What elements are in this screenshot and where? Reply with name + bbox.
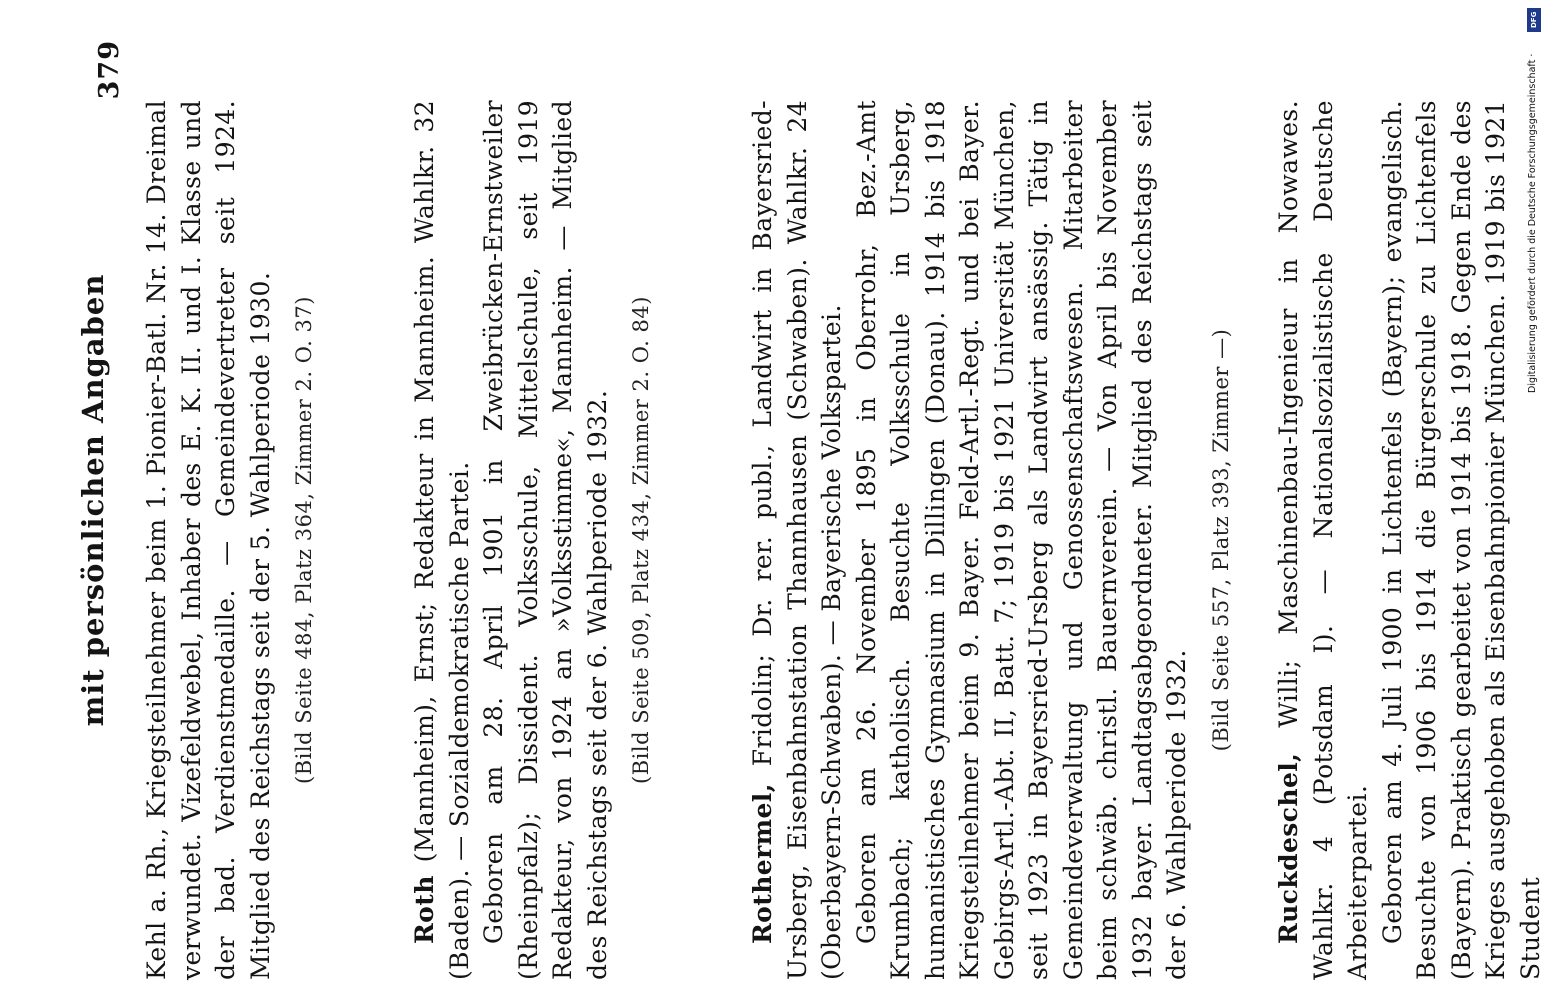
entry-body: (Mannheim), Ernst; Redakteur in Mannheim. Wahlkr. 32 (Baden). — Sozialdemokratische Partei. (410, 100, 474, 980)
credit-text: Digitalisierung gefördert durch die Deutsche Forschungsgemeinschaft · (1527, 53, 1538, 393)
digitization-credit (1525, 8, 1541, 393)
dfg-logo: DFG (1527, 8, 1541, 32)
entry-name: Roth (410, 875, 439, 944)
entry-heading-text (746, 100, 850, 980)
entry-body: Willi; Maschinenbau-Ingenieur in Nowawes. Wahlkr. 4 (Potsdam I). — Nationalsozialistische Deutsche Arbeiterpartei. (1274, 100, 1372, 980)
biography-entry (1272, 100, 1547, 980)
photo-reference: (Bild Seite 484, Platz 364, Zimmer 2. O. 37) (292, 296, 316, 784)
entry-paragraph: Geboren am 26. November 1895 in Oberrohr, Bez.-Amt Krumbach; katholisch. Besuchte Volksschule in Ursberg, humanistisches Gymnasium in Dillingen (Donau). 1914 bis 1918 Kriegsteilnehmer beim 9. Bayer. Feld-Artl.-Regt. und bei Bayer. Gebirgs-Artl.-Abt. II, Batt. 7; 1919 bis 1921 Universität München, seit 1923 in Bayersried-Ursberg als Landwirt ansässig. Tätig in Gemeindeverwaltung und Genossenschaftswesen. Mitarbeiter beim schwäb. christl. Bauernverein. — Von April bis November 1932 bayer. Landtagsabgeordneter. Mitglied des Reichstags seit der 6. Wahlperiode 1932. (851, 100, 1191, 980)
entry-name: Rothermel, (748, 783, 777, 944)
biography-entry (140, 100, 316, 980)
photo-reference: (Bild Seite 557, Platz 393, Zimmer —) (1208, 328, 1233, 752)
photo-reference: (Bild Seite 509, Platz 434, Zimmer 2. O. 84) (629, 296, 653, 784)
entry-heading-text (408, 100, 477, 980)
entry-heading-text (1272, 100, 1376, 980)
page-header (0, 0, 140, 1000)
entry-text (140, 100, 278, 980)
running-head: mit persönlichen Angaben (76, 273, 110, 727)
entry-body: Kehl a. Rh., Kriegsteilnehmer beim 1. Pionier-Batl. Nr. 14. Dreimal verwundet. Vizefeldwebel, Inhaber des E. K. II. und I. Klasse und der bad. Verdienstmedaille. — Gemeindevertreter seit 1924. Mitglied des Reichstags seit der 5. Wahlperiode 1930. (142, 100, 275, 980)
biography-entry (408, 100, 653, 980)
biography-entry (746, 100, 1233, 980)
page-number: 379 (94, 40, 125, 100)
entry-name: Ruckdeschel, (1274, 752, 1303, 944)
entry-paragraph: Geboren am 28. April 1901 in Zweibrücken-Ernstweiler (Rheinpfalz); Dissident. Volksschule, Mittelschule, seit 1919 Redakteur, von 1924 an »Volksstimme«, Mannheim. — Mitglied des Reichstags seit der 6. Wahlperiode 1932. (479, 100, 612, 980)
entry-body: Fridolin; Dr. rer. publ., Landwirt in Bayersried-Ursberg, Eisenbahnstation Thannhausen (Schwaben). Wahlkr. 24 (Oberbayern-Schwaben). — Bayerische Volkspartei. (748, 100, 846, 980)
entry-paragraph: Geboren am 4. Juli 1900 in Lichtenfels (Bayern); evangelisch. Besuchte von 1906 bis 1914 die Bürgerschule zu Lichtenfels (Bayern). Praktisch gearbeitet von 1914 bis 1918. Gegen Ende des Krieges ausgehoben als Eisenbahnpionier München. 1919 bis 1921 Student (1377, 100, 1545, 980)
